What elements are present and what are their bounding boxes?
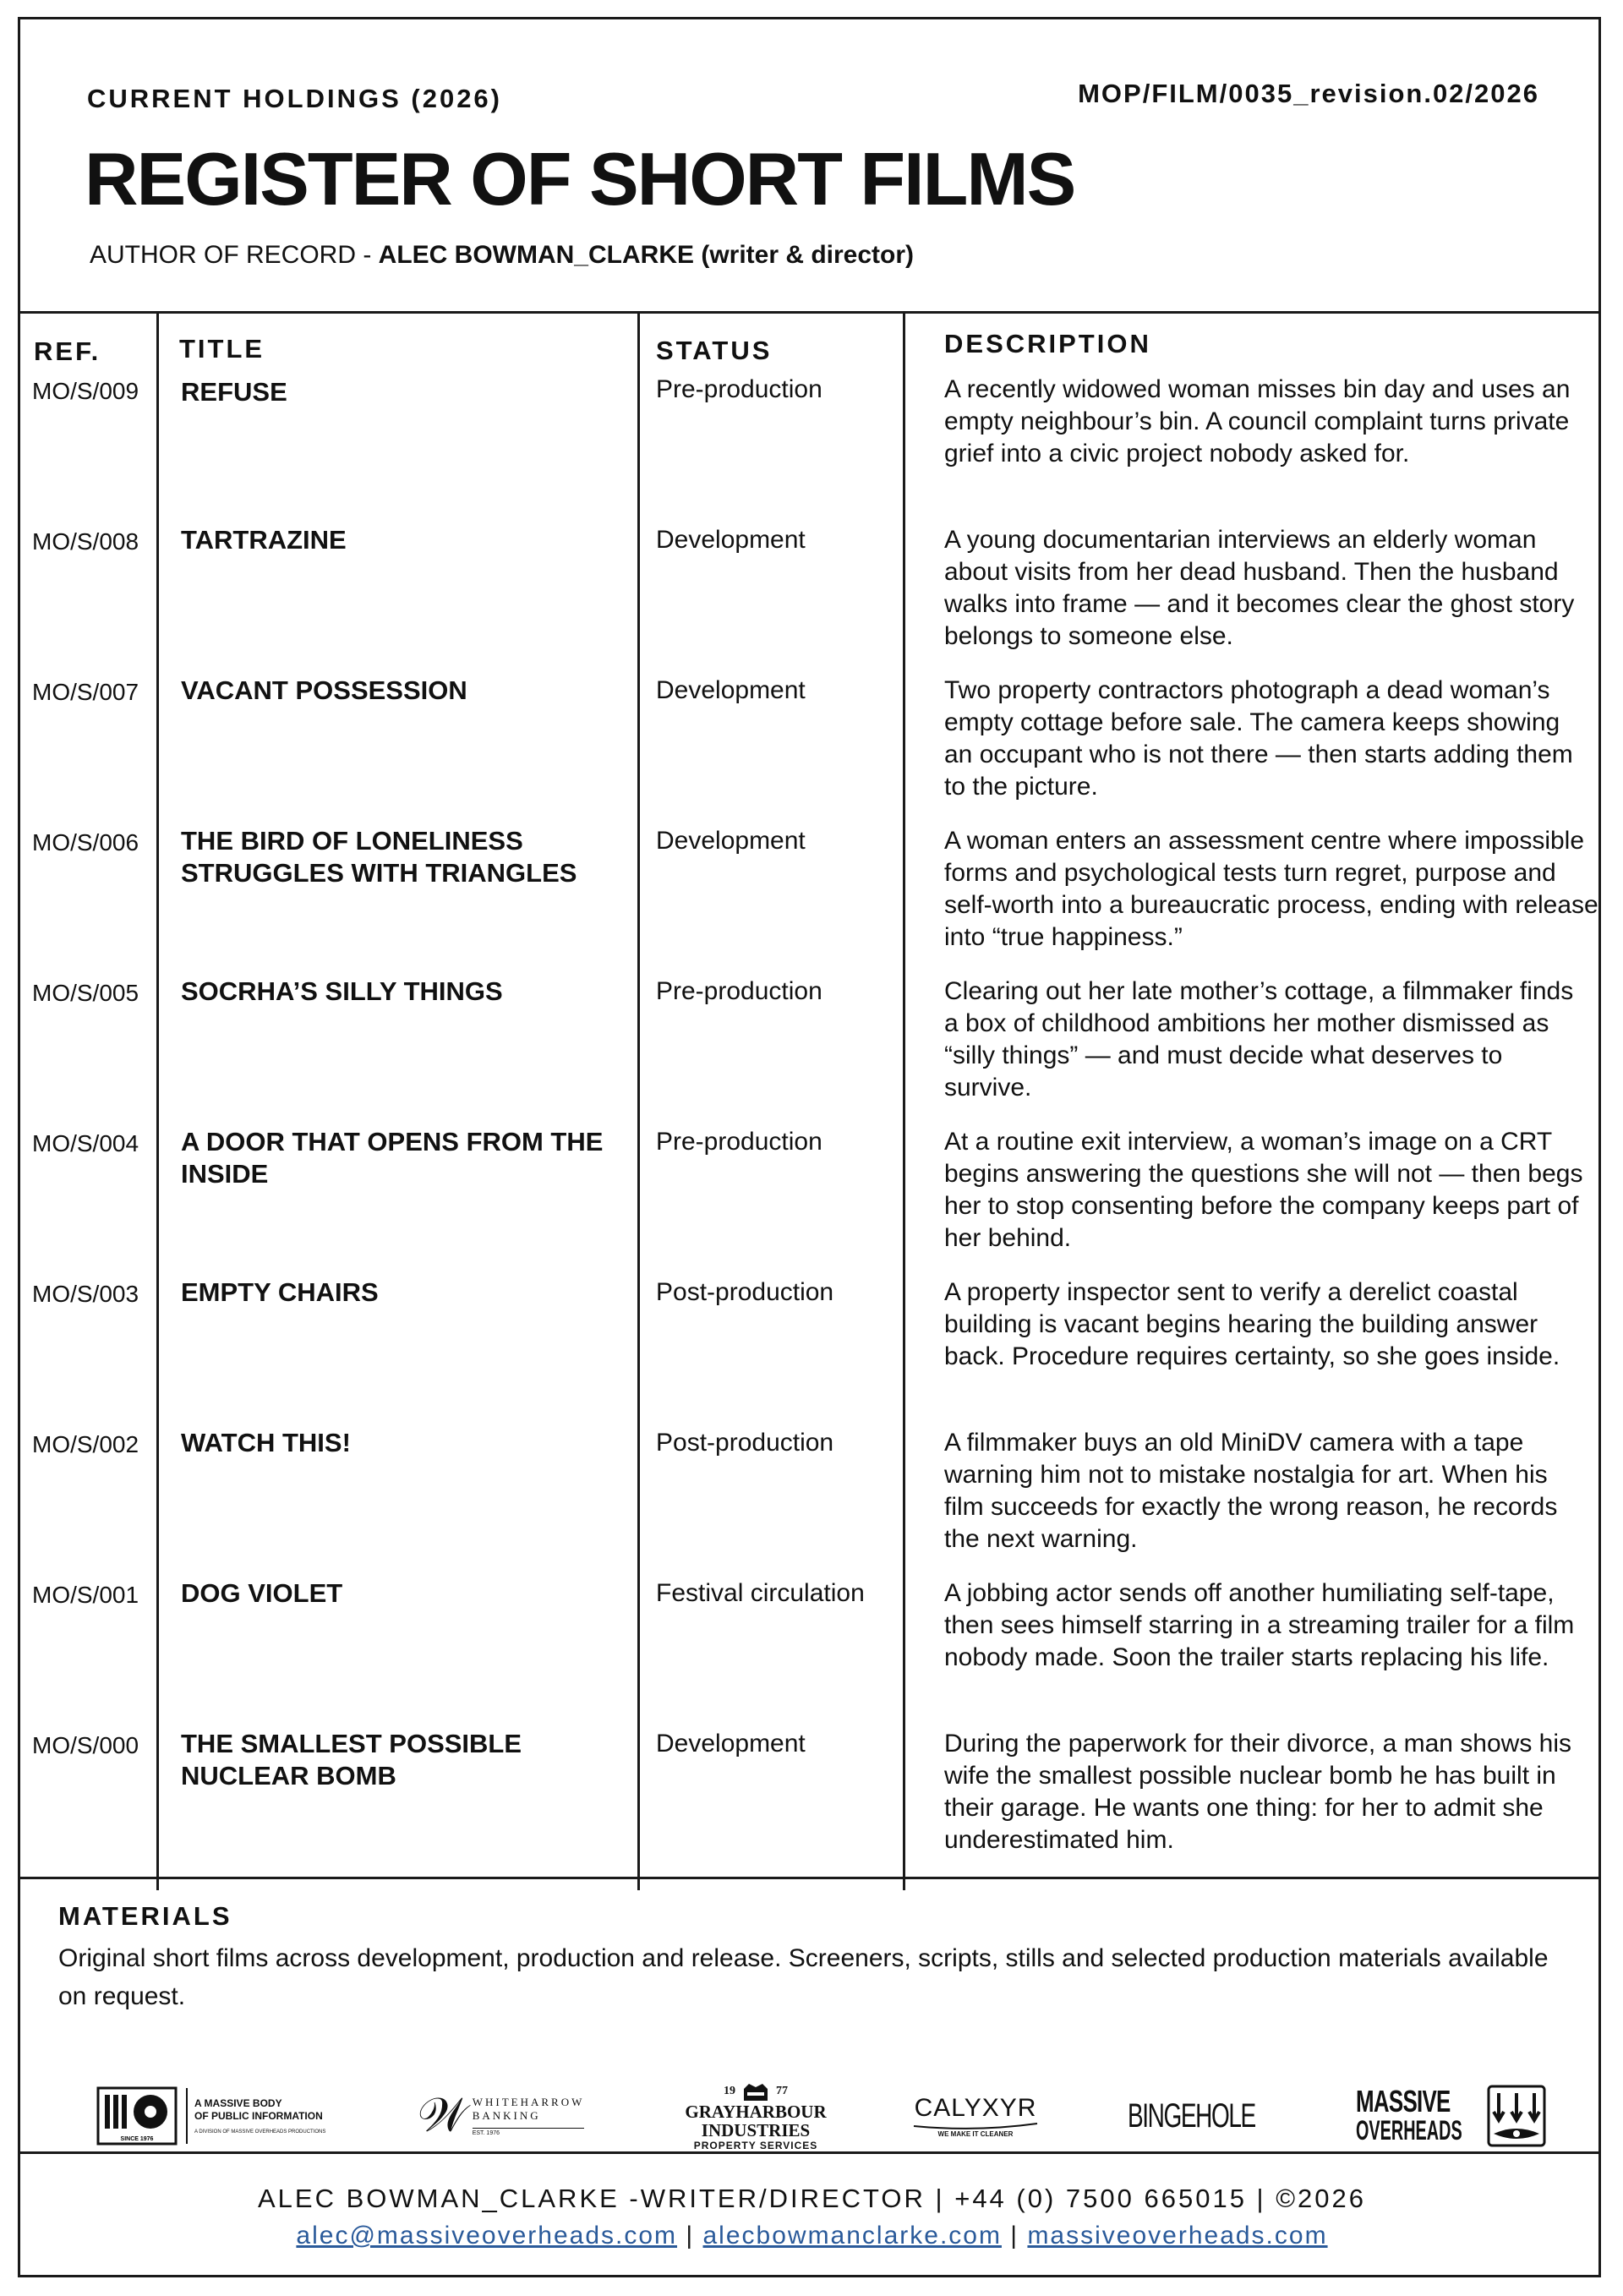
partner-logos: [20, 2074, 1604, 2158]
whiteharrow-est: EST. 1976: [473, 2128, 585, 2136]
film-description: A woman enters an assessment centre where impossible forms and psychological tests turn regret, purpose and self-worth into a bureaucratic process, ending with release into “true happiness.”: [944, 827, 1598, 951]
film-title: WATCH THIS!: [181, 1428, 351, 1457]
film-status: Post-production: [656, 1429, 834, 1457]
massive-overheads-line1: MASSIVE: [1356, 2084, 1451, 2118]
column-header-status: STATUS: [656, 336, 773, 365]
film-description: At a routine exit interview, a woman’s image on a CRT begins answering the questions she will not — then begs her to stop consenting before the company keeps part of her behind.: [944, 1128, 1583, 1252]
film-status: Post-production: [656, 1278, 834, 1306]
film-ref: MO/S/009: [32, 378, 139, 404]
column-header-title: TITLE: [179, 334, 265, 364]
film-ref: MO/S/003: [32, 1281, 139, 1307]
table-row: [20, 1728, 1604, 1878]
materials-heading: MATERIALS: [58, 1901, 232, 1931]
film-title: VACANT POSSESSION: [181, 675, 467, 705]
film-status: Development: [656, 1730, 806, 1758]
film-title: TARTRAZINE: [181, 525, 347, 555]
email-link[interactable]: alec@massiveoverheads.com: [296, 2222, 678, 2250]
page-title: REGISTER OF SHORT FILMS: [85, 137, 1075, 221]
film-title: DOG VIOLET: [181, 1578, 343, 1608]
film-reel-icon: [96, 2086, 178, 2146]
author-of-record: [90, 241, 914, 270]
massive-body-sub: A DIVISION OF MASSIVE OVERHEADS PRODUCTIONS: [194, 2129, 326, 2135]
film-description: A jobbing actor sends off another humiliating self-tape, then sees himself starring in a streaming trailer for a film nobody made. Soon the trailer starts replacing his life.: [944, 1579, 1575, 1671]
film-status: Festival circulation: [656, 1579, 865, 1607]
table-bottom-divider: [20, 1877, 1598, 1879]
page-frame: [18, 17, 1601, 2277]
film-description: Clearing out her late mother’s cottage, a filmmaker finds a box of childhood ambitions her mother dismissed as “silly things” — and must decide what deserves to survive.: [944, 977, 1574, 1102]
film-title: THE BIRD OF LONELINESS STRUGGLES WITH TRIANGLES: [181, 826, 577, 888]
whiteharrow-logo: [418, 2074, 612, 2158]
massive-body-line1: A MASSIVE BODY: [194, 2097, 282, 2109]
film-description: A recently widowed woman misses bin day and uses an empty neighbour’s bin. A council complaint turns private grief into a civic project nobody asked for.: [944, 375, 1571, 467]
table-row: [20, 675, 1604, 825]
footer-divider: [20, 2151, 1598, 2154]
massive-body-logo: [96, 2074, 350, 2158]
table-row: [20, 1427, 1604, 1577]
table-row: [20, 524, 1604, 675]
film-status: Development: [656, 827, 806, 855]
company-site-link[interactable]: massiveoverheads.com: [1027, 2222, 1328, 2250]
whiteharrow-line1: WHITEHARROW: [472, 2096, 585, 2108]
film-ref: MO/S/008: [32, 528, 139, 555]
grayharbour-year-right: 77: [776, 2085, 788, 2097]
grayharbour-year-left: 19: [724, 2085, 735, 2097]
film-title: EMPTY CHAIRS: [181, 1277, 379, 1307]
bingehole-wordmark: BINGEHOLE: [1128, 2096, 1255, 2135]
film-title: A DOOR THAT OPENS FROM THE INSIDE: [181, 1127, 604, 1189]
table-row: [20, 1126, 1604, 1276]
film-status: Development: [656, 526, 806, 554]
swoosh-icon: [912, 2122, 1039, 2130]
bingehole-logo: [1128, 2074, 1280, 2158]
column-header-ref: REF.: [34, 336, 101, 366]
document-reference: MOP/FILM/0035_revision.02/2026: [1078, 79, 1539, 108]
arrows-down-icon: [1487, 2085, 1546, 2147]
film-status: Pre-production: [656, 1128, 822, 1156]
author-prefix: AUTHOR OF RECORD -: [90, 241, 379, 269]
table-row: [20, 976, 1604, 1126]
whiteharrow-monogram-icon: 𝒲: [418, 2090, 467, 2142]
film-ref: MO/S/002: [32, 1431, 139, 1457]
personal-site-link[interactable]: alecbowmanclarke.com: [702, 2222, 1002, 2250]
film-ref: MO/S/005: [32, 980, 139, 1006]
film-description: During the paperwork for their divorce, a man shows his wife the smallest possible nuclear bomb he has built in their garage. He wants one thing: for her to admit she underestimated him.: [944, 1730, 1572, 1854]
link-separator: |: [677, 2222, 703, 2250]
grayharbour-line1: GRAYHARBOUR: [685, 2102, 827, 2122]
whiteharrow-line2: BANKING: [472, 2109, 541, 2122]
link-separator: |: [1001, 2222, 1028, 2250]
massive-body-line2: OF PUBLIC INFORMATION: [194, 2110, 323, 2122]
holdings-kicker: CURRENT HOLDINGS (2026): [87, 84, 502, 113]
film-title: THE SMALLEST POSSIBLE NUCLEAR BOMB: [181, 1729, 522, 1790]
film-description: A property inspector sent to verify a derelict coastal building is vacant begins hearing the building answer back. Procedure requires certainty, so she goes inside.: [944, 1278, 1560, 1370]
film-status: Pre-production: [656, 375, 822, 403]
header-divider: [20, 311, 1598, 314]
column-header-description: DESCRIPTION: [944, 329, 1151, 358]
film-description: A young documentarian interviews an elderly woman about visits from her dead husband. Then the husband walks into frame — and it becomes clear the ghost story belongs to someone else.: [944, 526, 1575, 650]
film-title: SOCRHA’S SILLY THINGS: [181, 976, 503, 1006]
materials-body: Original short films across development, production and release. Screeners, scripts, stills and selected production materials available on request.: [58, 1944, 1549, 2010]
film-ref: MO/S/000: [32, 1732, 139, 1758]
table-row: [20, 1577, 1604, 1728]
calyxyr-logo: [904, 2074, 1047, 2158]
table-row: [20, 374, 1604, 524]
film-title: REFUSE: [181, 377, 287, 407]
film-description: A filmmaker buys an old MiniDV camera with a tape warning him not to mistake nostalgia for art. When his film succeeds for exactly the wrong reason, he records the next warning.: [944, 1429, 1558, 1553]
film-ref: MO/S/001: [32, 1582, 139, 1608]
film-status: Pre-production: [656, 977, 822, 1005]
massive-body-since: SINCE 1976: [120, 2136, 154, 2142]
grayharbour-logo: [663, 2074, 849, 2158]
film-ref: MO/S/004: [32, 1130, 139, 1156]
author-name: ALEC BOWMAN_CLARKE (writer & director): [378, 241, 915, 269]
table-row: [20, 1276, 1604, 1427]
film-description: Two property contractors photograph a dead woman’s empty cottage before sale. The camera keeps showing an occupant who is not there — then starts adding them to the picture.: [944, 676, 1573, 801]
footer-links: [20, 2222, 1604, 2250]
massive-overheads-logo: [1356, 2074, 1559, 2158]
film-ref: MO/S/006: [32, 829, 139, 856]
massive-overheads-line2: OVERHEADS: [1356, 2115, 1462, 2146]
table-row: [20, 825, 1604, 976]
grayharbour-line3: PROPERTY SERVICES: [693, 2140, 818, 2151]
crest-icon: [740, 2080, 771, 2102]
grayharbour-line2: INDUSTRIES: [701, 2120, 811, 2140]
footer-contact: ALEC BOWMAN_CLARKE -WRITER/DIRECTOR | +44 (0) 7500 665015 | ©2026: [257, 2184, 1367, 2213]
film-ref: MO/S/007: [32, 679, 139, 705]
film-status: Development: [656, 676, 806, 704]
calyxyr-wordmark: CALYXYR: [914, 2093, 1037, 2122]
calyxyr-tagline: WE MAKE IT CLEANER: [937, 2129, 1014, 2138]
